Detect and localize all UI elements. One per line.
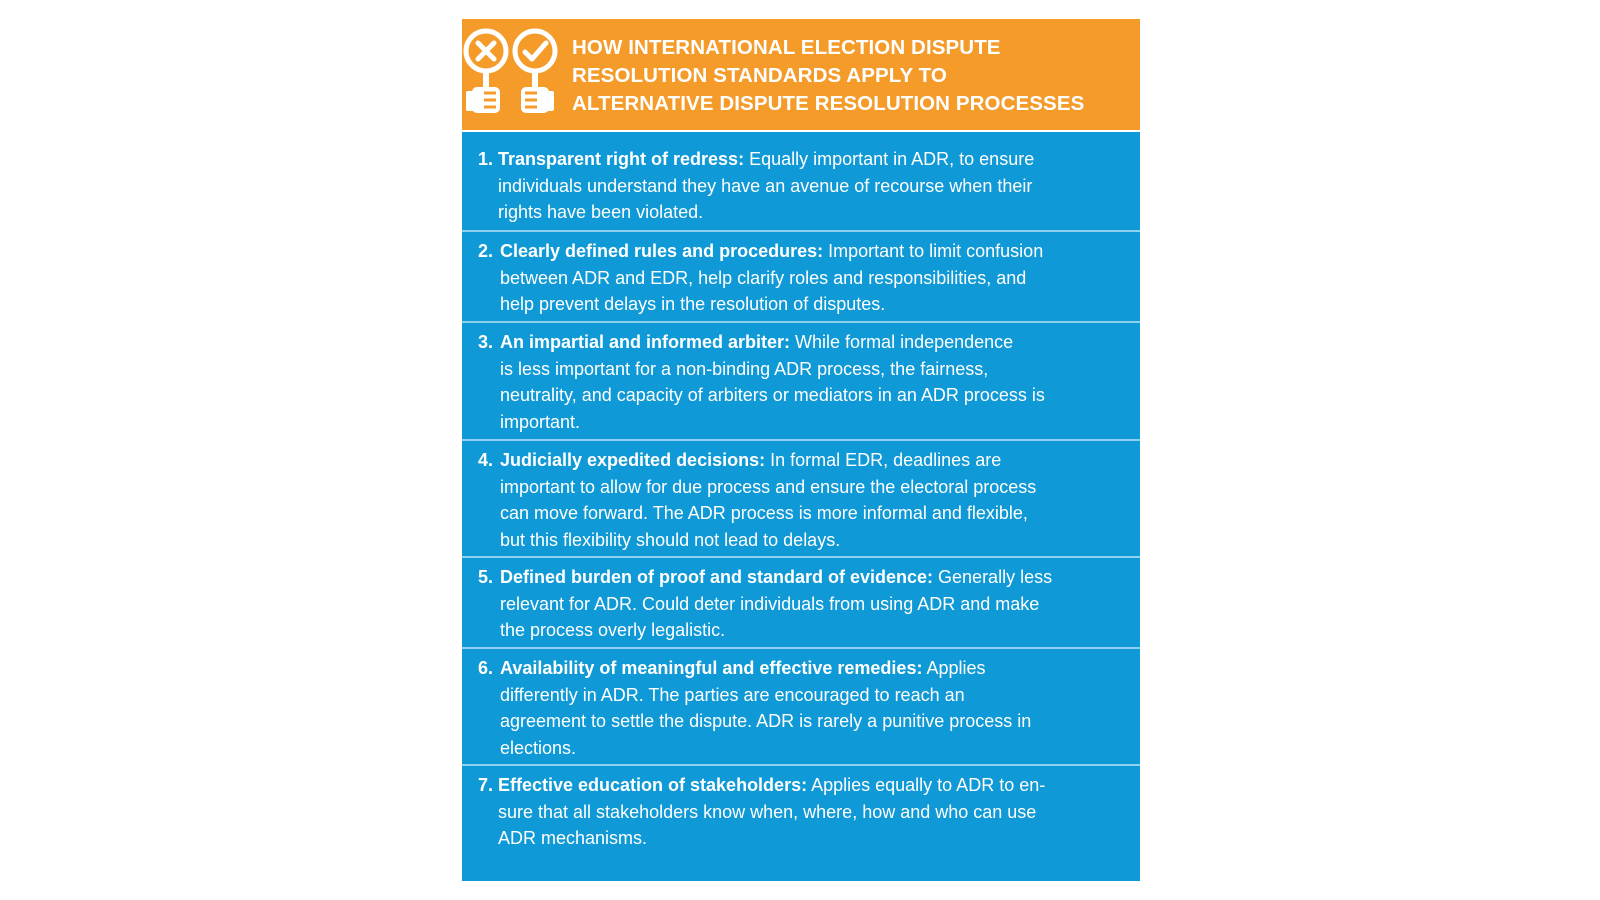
item-heading: Effective education of stakeholders: <box>498 775 808 795</box>
item-text: neutrality, and capacity of arbiters or mediators in an ADR process is <box>500 385 1045 405</box>
item-number: 6. <box>478 658 494 678</box>
item-number: 4. <box>478 450 494 470</box>
item-divider <box>462 439 1140 441</box>
item-text: between ADR and EDR, help clarify roles and responsibilities, and <box>500 267 1027 288</box>
item-text: Applies equally to ADR to en- <box>807 775 1046 795</box>
item-divider <box>462 321 1140 323</box>
item-number: 1. <box>478 149 494 169</box>
item-text: agreement to settle the dispute. ADR is rarely a punitive process in <box>500 711 1032 731</box>
item-number: 7. <box>478 775 494 795</box>
item-heading: Defined burden of proof and standard of evidence: <box>500 567 934 587</box>
item-text: the process overly legalistic. <box>500 620 726 640</box>
item-text: Applies <box>922 658 986 678</box>
item-heading: Clearly defined rules and procedures: <box>500 241 824 261</box>
item-text: important to allow for due process and ensure the electoral process <box>500 476 1037 497</box>
item-text: differently in ADR. The parties are encouraged to reach an <box>500 684 965 705</box>
item-text: In formal EDR, deadlines are <box>765 450 1002 470</box>
item-text: While formal independence <box>790 332 1014 352</box>
item-text: rights have been violated. <box>498 202 704 222</box>
item-divider <box>462 556 1140 558</box>
item-text: important. <box>500 411 581 432</box>
reject-approve-signs-icon <box>462 25 562 129</box>
item-text: Important to limit confusion <box>823 241 1044 261</box>
item-text: Generally less <box>933 567 1053 587</box>
item-text: individuals understand they have an avenue of recourse when their <box>498 175 1033 196</box>
item-text: sure that all stakeholders know when, where, how and who can use <box>498 801 1037 822</box>
card-title-line: HOW INTERNATIONAL ELECTION DISPUTE <box>572 36 1001 59</box>
item-heading: Transparent right of redress: <box>498 149 745 169</box>
card-title-line: ALTERNATIVE DISPUTE RESOLUTION PROCESSES <box>572 92 1085 115</box>
approve-sign-icon <box>515 31 555 113</box>
reject-sign-icon <box>466 31 506 113</box>
item-heading: Judicially expedited decisions: <box>500 450 766 470</box>
item-text: help prevent delays in the resolution of disputes. <box>500 294 886 314</box>
card-title-line: RESOLUTION STANDARDS APPLY TO <box>572 64 947 87</box>
item-divider <box>462 230 1140 232</box>
item-text: ADR mechanisms. <box>498 828 648 848</box>
header-divider <box>462 130 1140 132</box>
item-heading: An impartial and informed arbiter: <box>500 332 791 352</box>
card-title <box>572 34 1132 118</box>
item-text: elections. <box>500 737 577 758</box>
item-text: relevant for ADR. Could deter individuals from using ADR and make <box>500 593 1040 614</box>
card-header <box>462 19 1140 130</box>
item-number: 5. <box>478 567 494 587</box>
item-text: Equally important in ADR, to ensure <box>744 149 1035 169</box>
item-heading: Availability of meaningful and effective remedies: <box>500 658 923 678</box>
item-text: but this flexibility should not lead to delays. <box>500 529 841 550</box>
item-divider <box>462 764 1140 766</box>
item-divider <box>462 647 1140 649</box>
item-text: is less important for a non-binding ADR process, the fairness, <box>500 358 989 379</box>
item-number: 2. <box>478 241 494 261</box>
adr-standards-card <box>462 19 1140 881</box>
item-text: can move forward. The ADR process is more informal and flexible, <box>500 503 1028 523</box>
item-number: 3. <box>478 332 494 352</box>
